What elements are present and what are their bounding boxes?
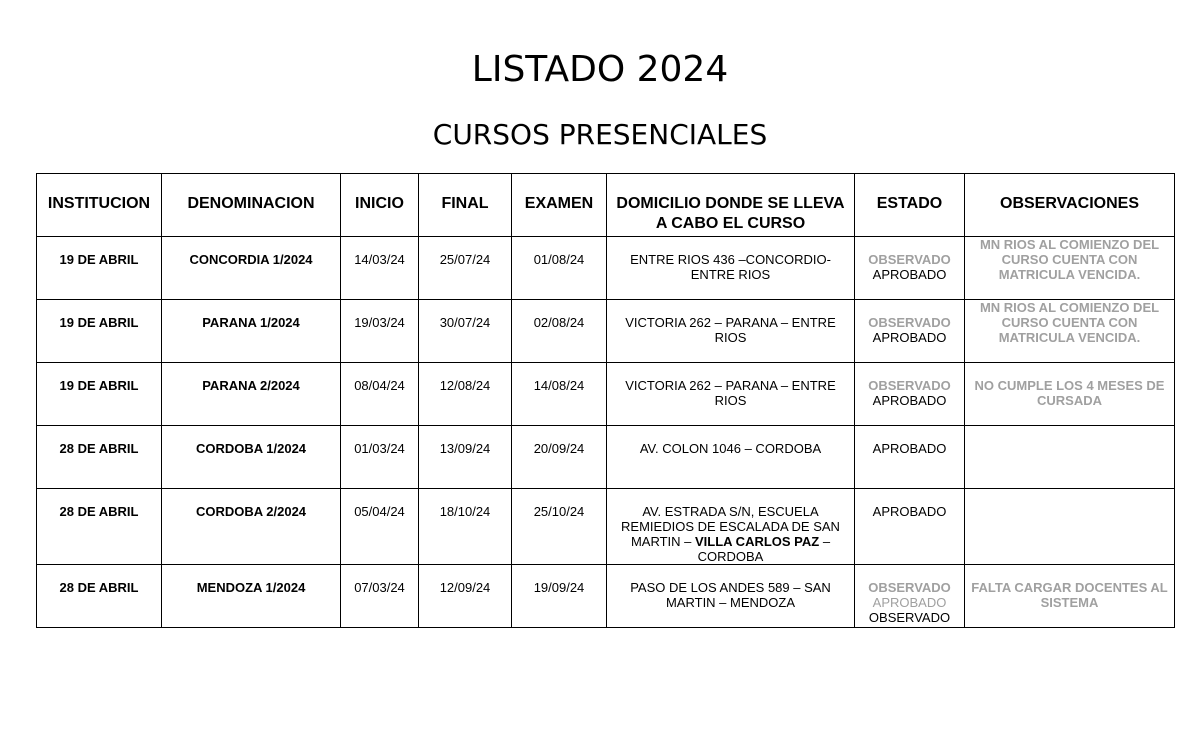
header-observaciones: OBSERVACIONES [965,174,1175,237]
domicilio-text: AV. ESTRADA S/N, ESCUELA REMIEDIOS DE ESCALADA DE SAN MARTIN – [621,504,840,549]
cell-institucion: 28 DE ABRIL [37,426,162,489]
cell-observaciones: FALTA CARGAR DOCENTES AL SISTEMA [965,565,1175,628]
header-inicio: INICIO [341,174,419,237]
cell-observaciones: MN RIOS AL COMIENZO DEL CURSO CUENTA CON MATRICULA VENCIDA. [965,237,1175,300]
cell-estado [855,565,965,628]
cell-final: 13/09/24 [419,426,512,489]
estado-value: APROBADO [872,267,947,282]
cell-examen: 14/08/24 [512,363,607,426]
cell-domicilio: VICTORIA 262 – PARANA – ENTRE RIOS [607,363,855,426]
cell-inicio: 05/04/24 [341,489,419,565]
domicilio-text: – CORDOBA [697,534,831,564]
cell-examen: 19/09/24 [512,565,607,628]
estado-value: APROBADO [872,393,947,408]
estado-value: OBSERVADO [868,315,951,330]
cell-estado [855,363,965,426]
header-institucion: INSTITUCION [37,174,162,237]
cell-domicilio: VICTORIA 262 – PARANA – ENTRE RIOS [607,300,855,363]
domicilio-highlight: VILLA CARLOS PAZ [695,534,820,549]
cell-denominacion: CORDOBA 2/2024 [162,489,341,565]
table-row [37,237,1175,300]
cell-inicio: 14/03/24 [341,237,419,300]
table-row [37,426,1175,489]
cell-institucion: 19 DE ABRIL [37,363,162,426]
table-row [37,300,1175,363]
cell-denominacion: CORDOBA 1/2024 [162,426,341,489]
cell-examen: 01/08/24 [512,237,607,300]
page-title: LISTADO 2024 [471,49,729,90]
cell-final: 18/10/24 [419,489,512,565]
cell-institucion: 19 DE ABRIL [37,237,162,300]
table-row [37,489,1175,565]
header-domicilio: DOMICILIO DONDE SE LLEVA A CABO EL CURSO [607,174,855,237]
table-row [37,363,1175,426]
estado-value: APROBADO [872,504,947,519]
header-examen: EXAMEN [512,174,607,237]
cell-inicio: 01/03/24 [341,426,419,489]
estado-value: APROBADO [872,595,947,610]
cell-examen: 20/09/24 [512,426,607,489]
cell-final: 12/08/24 [419,363,512,426]
page-subtitle: CURSOS PRESENCIALES [432,118,768,151]
table-row [37,565,1175,628]
cell-inicio: 08/04/24 [341,363,419,426]
estado-value: OBSERVADO [868,610,951,625]
estado-value: OBSERVADO [868,580,951,595]
cell-final: 25/07/24 [419,237,512,300]
cell-observaciones: MN RIOS AL COMIENZO DEL CURSO CUENTA CON MATRICULA VENCIDA. [965,300,1175,363]
table-header-row [37,174,1175,237]
cell-observaciones [965,489,1175,565]
cell-observaciones: NO CUMPLE LOS 4 MESES DE CURSADA [965,363,1175,426]
courses-table [36,173,1175,628]
estado-value: OBSERVADO [868,252,951,267]
cell-domicilio: AV. COLON 1046 – CORDOBA [607,426,855,489]
cell-denominacion: PARANA 2/2024 [162,363,341,426]
header-estado: ESTADO [855,174,965,237]
cell-denominacion: MENDOZA 1/2024 [162,565,341,628]
header-denominacion: DENOMINACION [162,174,341,237]
cell-inicio: 19/03/24 [341,300,419,363]
cell-domicilio: ENTRE RIOS 436 –CONCORDIO- ENTRE RIOS [607,237,855,300]
estado-value: APROBADO [872,441,947,456]
cell-estado [855,300,965,363]
cell-examen: 02/08/24 [512,300,607,363]
cell-domicilio [607,489,855,565]
cell-estado [855,237,965,300]
header-final: FINAL [419,174,512,237]
cell-domicilio: PASO DE LOS ANDES 589 – SAN MARTIN – MENDOZA [607,565,855,628]
cell-estado [855,426,965,489]
cell-examen: 25/10/24 [512,489,607,565]
cell-institucion: 28 DE ABRIL [37,489,162,565]
cell-institucion: 28 DE ABRIL [37,565,162,628]
cell-denominacion: CONCORDIA 1/2024 [162,237,341,300]
estado-value: OBSERVADO [868,378,951,393]
cell-estado [855,489,965,565]
cell-inicio: 07/03/24 [341,565,419,628]
cell-final: 30/07/24 [419,300,512,363]
cell-final: 12/09/24 [419,565,512,628]
cell-denominacion: PARANA 1/2024 [162,300,341,363]
cell-observaciones [965,426,1175,489]
cell-institucion: 19 DE ABRIL [37,300,162,363]
estado-value: APROBADO [872,330,947,345]
